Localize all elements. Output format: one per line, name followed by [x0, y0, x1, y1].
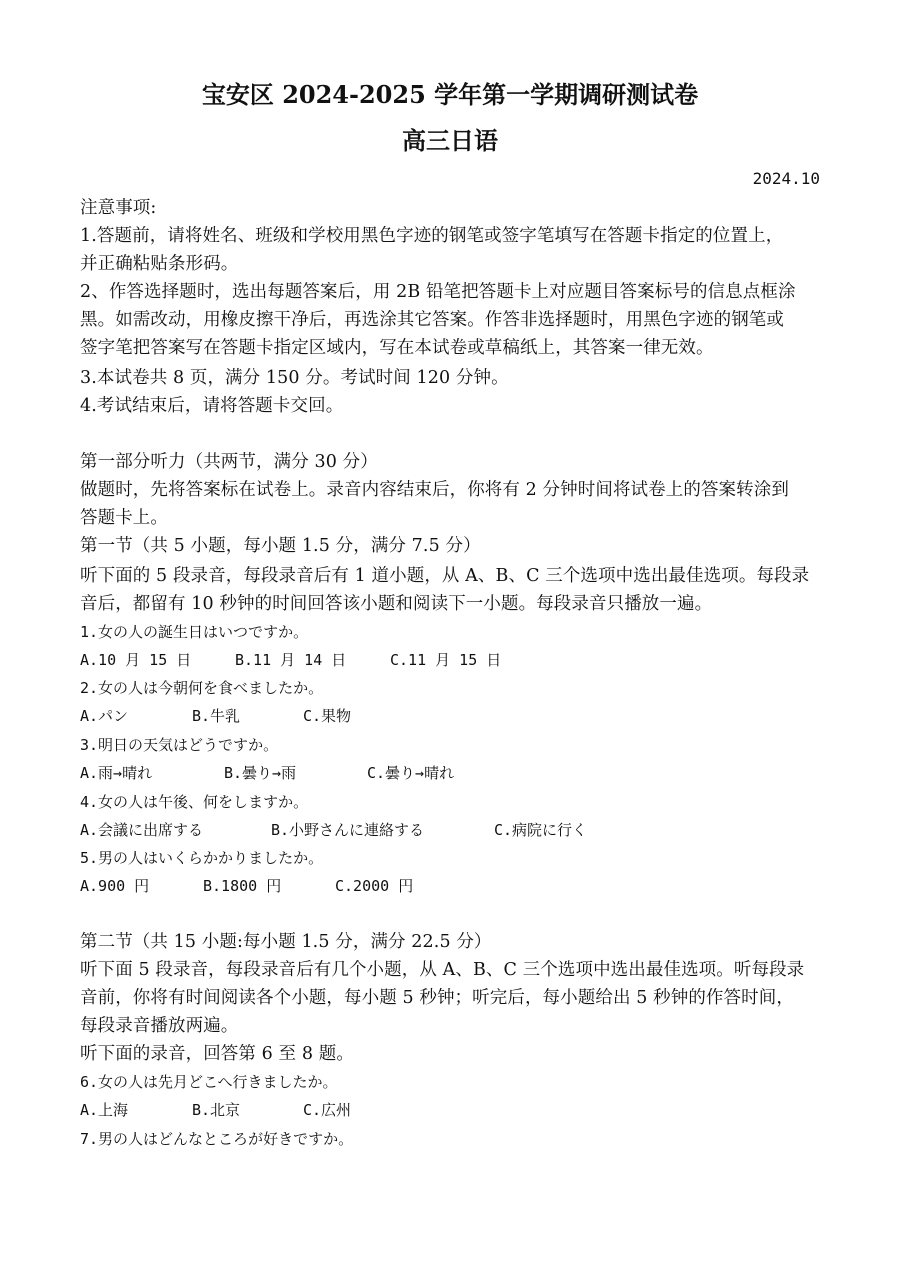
notes-line: 2、作答选择题时，选出每题答案后，用 2B 铅笔把答题卡上对应题目答案标号的信息点框涂 [80, 282, 796, 302]
question-4: 4.女の人は午後、何をしますか。 [80, 793, 309, 811]
option-a: A.雨→晴れ [80, 764, 153, 782]
section1-intro-line: 听下面的 5 段录音，每段录音后有 1 道小题，从 A、B、C 三个选项中选出最佳选项。每段录 [80, 566, 810, 586]
notes-line: 黑。如需改动，用橡皮擦干净后，再选涂其它答案。作答非选择题时，用黑色字迹的钢笔或 [80, 310, 784, 330]
option-b: B.牛乳 [192, 707, 241, 725]
option-c: C.広州 [303, 1101, 352, 1119]
exam-subject: 高三日语 [402, 126, 498, 155]
option-a: A.会議に出席する [80, 821, 204, 839]
notes-heading: 注意事项: [80, 198, 157, 218]
option-c: C.病院に行く [494, 821, 588, 839]
notes-line: 3.本试卷共 8 页，满分 150 分。考试时间 120 分钟。 [80, 368, 509, 388]
section2-intro-line: 音前，你将有时间阅读各个小题，每小题 5 秒钟；听完后，每小题给出 5 秒钟的作答时间， [80, 988, 794, 1008]
question-6: 6.女の人は先月どこへ行きましたか。 [80, 1073, 338, 1091]
section1-heading: 第一节（共 5 小题，每小题 1.5 分，满分 7.5 分） [80, 536, 481, 556]
option-b: B.曇り→雨 [224, 764, 297, 782]
option-a: A.上海 [80, 1101, 129, 1119]
option-b: B.11 月 14 日 [235, 651, 347, 669]
option-b: B.小野さんに連絡する [271, 821, 425, 839]
exam-date: 2024.10 [752, 169, 820, 188]
option-a: A.10 月 15 日 [80, 651, 192, 669]
option-c: C.11 月 15 日 [390, 651, 502, 669]
section1-intro-line: 音后，都留有 10 秒钟的时间回答该小题和阅读下一小题。每段录音只播放一遍。 [80, 594, 713, 614]
notes-line: 并正确粘贴条形码。 [80, 254, 239, 274]
option-b: B.北京 [192, 1101, 241, 1119]
part1-intro-line: 答题卡上。 [80, 508, 168, 528]
question-3: 3.明日の天気はどうですか。 [80, 736, 279, 754]
notes-line: 1.答题前，请将姓名、班级和学校用黑色字迹的钢笔或签字笔填写在答题卡指定的位置上， [80, 226, 784, 246]
question-5: 5.男の人はいくらかかりましたか。 [80, 849, 324, 867]
part1-intro-line: 做题时，先将答案标在试卷上。录音内容结束后，你将有 2 分钟时间将试卷上的答案转涂到 [80, 480, 789, 500]
option-c: C.果物 [303, 707, 352, 725]
notes-line: 4.考试结束后，请将答题卡交回。 [80, 396, 344, 416]
question-2: 2.女の人は今朝何を食べましたか。 [80, 679, 324, 697]
option-a: A.パン [80, 707, 129, 725]
notes-line: 签字笔把答案写在答题卡指定区域内，写在本试卷或草稿纸上，其答案一律无效。 [80, 338, 714, 358]
section2-sub-intro: 听下面的录音，回答第 6 至 8 题。 [80, 1044, 354, 1064]
question-1: 1.女の人の誕生日はいつですか。 [80, 623, 309, 641]
section2-intro-line: 听下面 5 段录音，每段录音后有几个小题，从 A、B、C 三个选项中选出最佳选项。听每段录 [80, 960, 805, 980]
part1-heading: 第一部分听力（共两节，满分 30 分） [80, 452, 378, 472]
option-b: B.1800 円 [203, 877, 282, 895]
exam-title: 宝安区 2024-2025 学年第一学期调研测试卷 [201, 80, 699, 109]
section2-intro-line: 每段录音播放两遍。 [80, 1016, 239, 1036]
option-a: A.900 円 [80, 877, 150, 895]
section2-heading: 第二节（共 15 小题:每小题 1.5 分，满分 22.5 分） [80, 932, 492, 952]
option-c: C.2000 円 [335, 877, 414, 895]
question-7: 7.男の人はどんなところが好きですか。 [80, 1130, 354, 1148]
option-c: C.曇り→晴れ [367, 764, 455, 782]
